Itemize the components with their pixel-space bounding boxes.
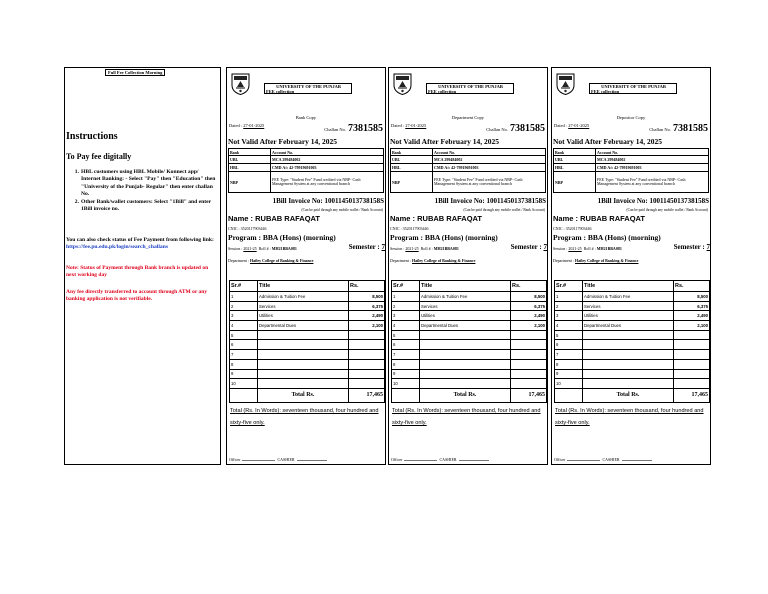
fee-row: [555, 369, 710, 379]
payment-note: Note: Status of Payment through Bank branch is updated on next working day: [66, 265, 209, 278]
fee-amount-cell: 2,100: [511, 321, 547, 331]
fee-amount-cell: [511, 330, 547, 340]
fee-amount-cell: 2,100: [674, 321, 710, 331]
student-name: Name : RUBAB RAFAQAT: [228, 214, 320, 223]
fee-sr-cell: 3: [555, 311, 583, 321]
fee-row: [230, 311, 385, 321]
fee-sr-cell: 9: [555, 369, 583, 379]
fee-title-cell: [258, 359, 349, 369]
fee-sr-cell: 1: [230, 292, 258, 302]
fee-title-cell: Services: [258, 301, 349, 311]
fee-sr-cell: 1: [392, 292, 420, 302]
fee-sr-cell: 7: [555, 350, 583, 360]
fee-title-cell: [258, 330, 349, 340]
fee-amount-cell: 8,500: [674, 292, 710, 302]
fee-row: [555, 301, 710, 311]
university-name: UNIVERSITY OF THE PUNJAB: [438, 84, 503, 89]
fee-row: [230, 321, 385, 331]
challan-number: Challan No. 7381585: [324, 123, 383, 134]
fee-title-cell: Utilities: [420, 311, 511, 321]
bank-row: NBP FEE Type: "Student Fee" Fund credited via NBP- Cash Management System at any conventional branch: [554, 172, 709, 193]
instruction-item: 1. HBL customers using HBL Mobile/ Konnect app/ Internet Banking: - Select "Pay" then "Education" then "University of the Punjab- Regular" then enter challan No.: [74, 169, 216, 197]
bank-row: UBL MCA 299484002: [391, 156, 546, 164]
department: Department : Hailey College of Banking & Finance: [553, 258, 639, 263]
program: Program : BBA (Hons) (morning): [553, 233, 661, 242]
total-label: Total Rs.: [258, 388, 349, 402]
fee-table-header: Sr.# Title Rs.: [555, 281, 710, 292]
fee-amount-cell: 8,500: [349, 292, 385, 302]
fee-row: [392, 359, 547, 369]
bank-accounts-table: [390, 148, 546, 193]
fee-title-cell: Admission & Tuition Fee: [258, 292, 349, 302]
fee-sr-cell: 6: [392, 340, 420, 350]
fee-amount-cell: 8,500: [511, 292, 547, 302]
bank-row: NBP FEE Type: "Student Fee" Fund credited via NBP- Cash Management System at any conventional branch: [391, 172, 546, 193]
fee-amount-cell: [674, 350, 710, 360]
fee-title-cell: [420, 340, 511, 350]
fee-amount-cell: [511, 379, 547, 389]
student-name: Name : RUBAB RAFAQAT: [553, 214, 645, 223]
fee-sr-cell: 8: [555, 359, 583, 369]
fee-amount-cell: 2,490: [674, 311, 710, 321]
instruction-item: 2. Other Bank/wallet customers: Select "1Bill" and enter 1Bill invoice no.: [74, 198, 211, 212]
fee-title-cell: Departmental Dues: [583, 321, 674, 331]
fee-title-cell: Departmental Dues: [420, 321, 511, 331]
university-title-box: [589, 83, 677, 94]
fee-row: [230, 350, 385, 360]
fee-title-cell: Admission & Tuition Fee: [583, 292, 674, 302]
table-header-row: Bank Account No.: [229, 149, 384, 156]
fee-row: [392, 321, 547, 331]
validity-date: Not Valid After February 14, 2025: [390, 137, 500, 146]
fee-row: [230, 369, 385, 379]
bank-accounts-table: [228, 148, 384, 193]
amount-in-words: Total (Rs. In Words): seventeen thousand, four hundred and sixty-five only.: [230, 408, 379, 426]
bank-row: HBL CMD A/c 42-79919691003: [229, 164, 384, 172]
fee-row: [392, 311, 547, 321]
fee-sr-cell: 10: [555, 379, 583, 389]
instructions-heading: Instructions: [66, 131, 118, 142]
fee-sr-cell: 6: [230, 340, 258, 350]
bank-copy-challan: [226, 67, 386, 465]
fee-sr-cell: 4: [230, 321, 258, 331]
fee-sr-cell: 1: [555, 292, 583, 302]
fee-amount-cell: [349, 330, 385, 340]
fee-sr-cell: 5: [392, 330, 420, 340]
cnic: CNIC : 3520117903446: [553, 226, 592, 231]
amount-in-words: Total (Rs. In Words): seventeen thousand, four hundred and sixty-five only.: [555, 408, 704, 426]
department-copy-challan: [388, 67, 548, 465]
university-name: UNIVERSITY OF THE PUNJAB: [276, 84, 341, 89]
cnic: CNIC : 3520117903446: [390, 226, 429, 231]
fee-sr-cell: 7: [230, 350, 258, 360]
fee-amount-cell: 6,375: [511, 301, 547, 311]
validity-date: Not Valid After February 14, 2025: [553, 137, 663, 146]
fee-amount-cell: 6,375: [674, 301, 710, 311]
fee-title-cell: [258, 350, 349, 360]
semester: Semester : 7: [510, 243, 547, 251]
total-value: 17,465: [349, 388, 385, 402]
fee-sr-cell: 10: [230, 379, 258, 389]
fee-row: [555, 330, 710, 340]
fee-table: [391, 280, 547, 403]
fee-amount-cell: 2,490: [349, 311, 385, 321]
wallet-note: (Can be paid through any mobile wallet / Bank Account): [301, 208, 383, 212]
fee-title-cell: [583, 379, 674, 389]
instructions-subheading: To Pay fee digitally: [66, 152, 132, 161]
challan-number: Challan No. 7381585: [486, 123, 545, 134]
cnic: CNIC : 3520117903446: [228, 226, 267, 231]
fee-amount-cell: 6,375: [349, 301, 385, 311]
fee-row: [555, 359, 710, 369]
validity-date: Not Valid After February 14, 2025: [228, 137, 338, 146]
fee-amount-cell: 2,100: [349, 321, 385, 331]
fee-sr-cell: 2: [230, 301, 258, 311]
fee-row: [392, 379, 547, 389]
fee-title-cell: [583, 350, 674, 360]
fee-row: [555, 321, 710, 331]
fee-row: [230, 340, 385, 350]
fee-title-cell: [583, 359, 674, 369]
fee-sr-cell: 2: [392, 301, 420, 311]
fee-collection-label: Full Fee Collection Morning: [105, 69, 165, 76]
dated: Dated : 27-01-2025: [554, 123, 590, 128]
total-value: 17,465: [511, 388, 547, 402]
fee-row: [230, 292, 385, 302]
fee-row: [555, 350, 710, 360]
fee-row: [392, 340, 547, 350]
fee-row: [555, 340, 710, 350]
fee-row: [230, 359, 385, 369]
total-value: 17,465: [674, 388, 710, 402]
total-row: [555, 388, 710, 402]
signature-line: Officer CASHIER: [229, 457, 385, 462]
fee-title-cell: [258, 379, 349, 389]
university-logo-icon: [556, 73, 575, 95]
signature-line: Officer CASHIER: [391, 457, 547, 462]
fee-sr-cell: 4: [392, 321, 420, 331]
fee-amount-cell: 2,490: [511, 311, 547, 321]
fee-sr-cell: 5: [230, 330, 258, 340]
fee-row: [555, 379, 710, 389]
fee-title-cell: [583, 340, 674, 350]
fee-row: [392, 301, 547, 311]
fee-row: [392, 350, 547, 360]
fee-sr-cell: 5: [555, 330, 583, 340]
fee-row: [230, 301, 385, 311]
fee-row: [555, 311, 710, 321]
copy-label: Department Copy: [451, 115, 485, 120]
department: Department : Hailey College of Banking & Finance: [390, 258, 476, 263]
fee-amount-cell: [511, 350, 547, 360]
bank-row: HBL CMD A/c 42-79919691003: [554, 164, 709, 172]
bank-accounts-table: [553, 148, 709, 193]
fee-title-cell: Utilities: [583, 311, 674, 321]
fee-title-cell: [420, 369, 511, 379]
bank-row: HBL CMD A/c 42-79919691003: [391, 164, 546, 172]
copy-label: Depositor Copy: [616, 115, 646, 120]
fee-title-cell: [258, 369, 349, 379]
instructions-panel: [64, 67, 221, 465]
total-label: Total Rs.: [420, 388, 511, 402]
university-title-box: [264, 83, 352, 94]
wallet-note: (Can be paid through any mobile wallet / Bank Account): [626, 208, 708, 212]
fee-title-cell: [420, 359, 511, 369]
session-roll-line: Session : 2021-25 Roll # : MH21BBA081 Semester : 7: [553, 243, 710, 251]
fee-amount-cell: [674, 330, 710, 340]
table-header-row: Bank Account No.: [554, 149, 709, 156]
fee-row: [392, 369, 547, 379]
fee-title-cell: Services: [583, 301, 674, 311]
university-logo-icon: [393, 73, 412, 95]
fee-title-cell: [258, 340, 349, 350]
fee-amount-cell: [349, 369, 385, 379]
fee-title-cell: [420, 330, 511, 340]
fee-title-cell: Admission & Tuition Fee: [420, 292, 511, 302]
fee-table-header: Sr.# Title Rs.: [230, 281, 385, 292]
semester: Semester : 7: [348, 243, 385, 251]
fee-table-header: Sr.# Title Rs.: [392, 281, 547, 292]
bank-row: UBL MCA 299484002: [554, 156, 709, 164]
fee-amount-cell: [674, 340, 710, 350]
fee-sr-cell: 10: [392, 379, 420, 389]
semester: Semester : 7: [673, 243, 710, 251]
bank-row: NBP FEE Type: "Student Fee" Fund credited via NBP- Cash Management System at any conventional branch: [229, 172, 384, 193]
fee-amount-cell: [511, 340, 547, 350]
total-label: Total Rs.: [583, 388, 674, 402]
fee-title-cell: Utilities: [258, 311, 349, 321]
fee-amount-cell: [349, 340, 385, 350]
fee-amount-cell: [674, 369, 710, 379]
fee-amount-cell: [674, 359, 710, 369]
fee-title-cell: [420, 350, 511, 360]
fee-amount-cell: [674, 379, 710, 389]
fee-title-cell: [420, 379, 511, 389]
total-row: [392, 388, 547, 402]
fee-amount-cell: [349, 359, 385, 369]
fee-collection-title: FEE collection: [428, 89, 457, 94]
dated: Dated : 27-01-2025: [391, 123, 427, 128]
fee-table: [229, 280, 385, 403]
fee-row: [392, 292, 547, 302]
fee-title-cell: Departmental Dues: [258, 321, 349, 331]
fee-sr-cell: 3: [230, 311, 258, 321]
fee-row: [392, 330, 547, 340]
program: Program : BBA (Hons) (morning): [390, 233, 498, 242]
table-header-row: Bank Account No.: [391, 149, 546, 156]
amount-in-words: Total (Rs. In Words): seventeen thousand, four hundred and sixty-five only.: [392, 408, 541, 426]
fee-table: [554, 280, 710, 403]
fee-row: [555, 292, 710, 302]
fee-sr-cell: 3: [392, 311, 420, 321]
instructions-list: [71, 169, 219, 214]
department: Department : Hailey College of Banking & Finance: [228, 258, 314, 263]
fee-sr-cell: 8: [230, 359, 258, 369]
dated: Dated : 27-01-2025: [229, 123, 265, 128]
fee-sr-cell: 7: [392, 350, 420, 360]
fee-amount-cell: [511, 369, 547, 379]
fee-row: [230, 330, 385, 340]
fee-sr-cell: 4: [555, 321, 583, 331]
fee-title-cell: Services: [420, 301, 511, 311]
fee-status-link[interactable]: https://fee.pu.edu.pk/login/search_challans: [66, 244, 169, 251]
fee-amount-cell: [349, 350, 385, 360]
fee-collection-title: FEE collection: [591, 89, 620, 94]
fee-sr-cell: 6: [555, 340, 583, 350]
challan-number: Challan No. 7381585: [649, 123, 708, 134]
fee-amount-cell: [511, 359, 547, 369]
signature-line: Officer CASHIER: [554, 457, 710, 462]
fee-collection-title: FEE collection: [266, 89, 295, 94]
status-check-text: You can also check status of Fee Payment from following link: https://fee.pu.edu.pk/login/search_challans: [66, 237, 214, 251]
fee-title-cell: [583, 330, 674, 340]
depositor-copy-challan: [551, 67, 711, 465]
bill-invoice-number: 1Bill Invoice No: 1001145013738158S: [434, 197, 546, 205]
fee-sr-cell: 2: [555, 301, 583, 311]
fee-sr-cell: 9: [392, 369, 420, 379]
copy-label: Bank Copy: [295, 115, 317, 120]
bill-invoice-number: 1Bill Invoice No: 1001145013738158S: [597, 197, 709, 205]
wallet-note: (Can be paid through any mobile wallet / Bank Account): [463, 208, 545, 212]
program: Program : BBA (Hons) (morning): [228, 233, 336, 242]
fee-row: [230, 379, 385, 389]
university-title-box: [426, 83, 514, 94]
fee-sr-cell: 9: [230, 369, 258, 379]
total-row: [230, 388, 385, 402]
fee-sr-cell: 8: [392, 359, 420, 369]
fee-title-cell: [583, 369, 674, 379]
university-name: UNIVERSITY OF THE PUNJAB: [601, 84, 666, 89]
bill-invoice-number: 1Bill Invoice No: 1001145013738158S: [272, 197, 384, 205]
session-roll-line: Session : 2021-25 Roll # : MH21BBA081 Semester : 7: [228, 243, 385, 251]
university-logo-icon: [231, 73, 250, 95]
bank-row: UBL MCA 299484002: [229, 156, 384, 164]
payment-warning: Any fee directly transferred to account through ATM or any banking application is not verifiable.: [66, 289, 208, 302]
student-name: Name : RUBAB RAFAQAT: [390, 214, 482, 223]
fee-amount-cell: [349, 379, 385, 389]
session-roll-line: Session : 2021-25 Roll # : MH21BBA081 Semester : 7: [390, 243, 547, 251]
